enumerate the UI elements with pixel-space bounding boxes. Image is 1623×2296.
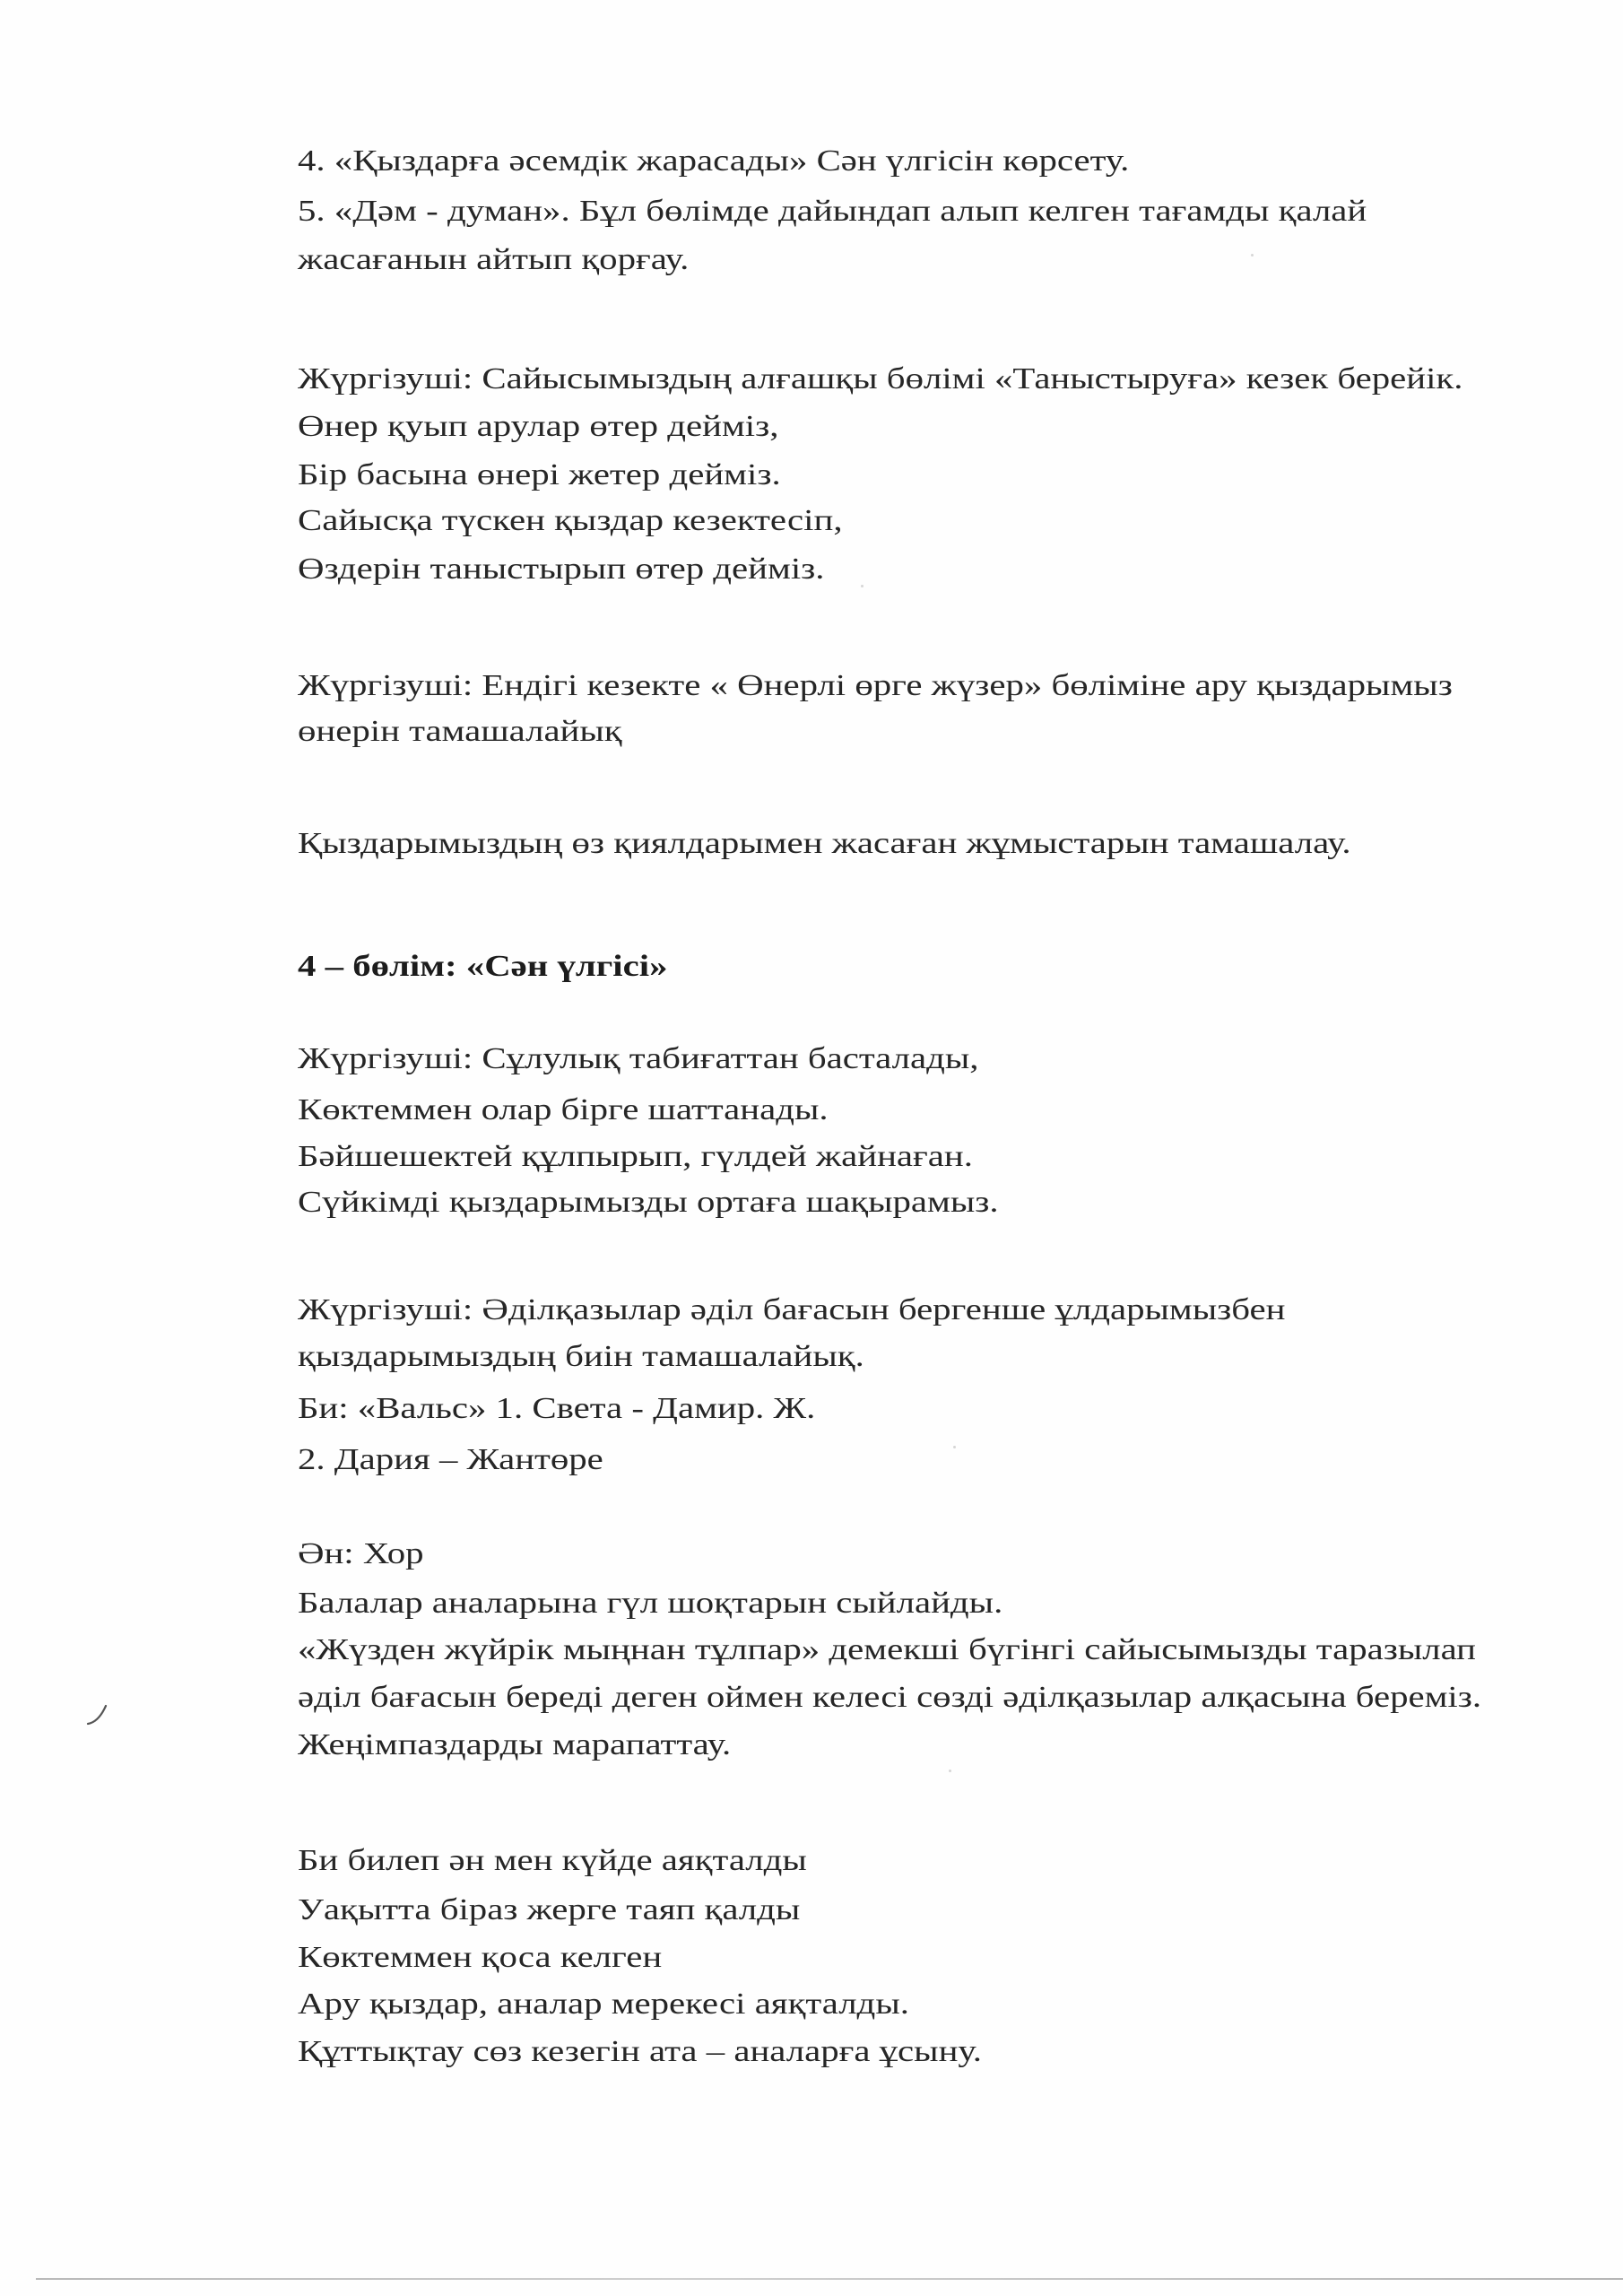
judges-word-line: әділ бағасын береді деген оймен келесі сөзді әділқазылар алқасына береміз. — [298, 1681, 1482, 1714]
scan-speck — [953, 1446, 956, 1448]
pen-stroke-mark — [86, 1702, 109, 1727]
section-heading: 4 – бөлім: «Сән үлгісі» — [298, 950, 668, 983]
host-line-beauty: Жүргізуші: Сұлулық табиғаттан басталады, — [298, 1042, 979, 1075]
host-line-judges: Жүргізуші: Әділқазылар әділ бағасын бергенше ұлдарымызбен — [298, 1293, 1286, 1326]
list-item-food-section: 5. «Дәм - думан». Бұл бөлімде дайындап алып келген тағамды қалай — [298, 195, 1367, 228]
poem-line: Сүйкімді қыздарымызды ортаға шақырамыз. — [298, 1186, 999, 1219]
proverb-line: «Жүзден жүйрік мыңнан тұлпар» демекші бүгінгі сайысымызды таразылап — [298, 1633, 1477, 1666]
paragraph-handmade-works: Қыздарымыздың өз қиялдарымен жасаған жұмыстарын тамашалау. — [298, 827, 1351, 860]
scan-edge-line — [36, 2278, 1623, 2280]
closing-poem-line: Құттықтау сөз кезегін ата – аналарға ұсыну. — [298, 2035, 982, 2068]
closing-poem-line: Би билеп ән мен күйде аяқталды — [298, 1844, 807, 1877]
poem-line: Бәйшешектей құлпырып, гүлдей жайнаған. — [298, 1140, 973, 1173]
dance-waltz-line: Би: «Вальс» 1. Света - Дамир. Ж. — [298, 1392, 816, 1425]
flowers-line: Балалар аналарына гүл шоқтарын сыйлайды. — [298, 1587, 1003, 1620]
scan-speck — [1251, 254, 1254, 257]
list-item-food-section-cont: жасағанын айтып қорғау. — [298, 243, 690, 276]
poem-line: Өнер қуып арулар өтер дейміз, — [298, 410, 779, 443]
closing-poem-line: Көктеммен қоса келген — [298, 1941, 663, 1974]
host-line-talent-cont: өнерін тамашалайық — [298, 715, 622, 748]
list-item-fashion-show: 4. «Қыздарға әсемдік жарасады» Сән үлгісін көрсету. — [298, 144, 1130, 178]
scan-speck — [949, 1770, 951, 1772]
poem-line: Сайысқа түскен қыздар кезектесіп, — [298, 504, 843, 537]
poem-line: Өздерін таныстырып өтер дейміз. — [298, 552, 825, 586]
host-line-talent: Жүргізуші: Ендігі кезекте « Өнерлі өрге жүзер» бөліміне ару қыздарымыз — [298, 669, 1453, 702]
scan-speck — [861, 585, 864, 587]
closing-poem-line: Уақытта біраз жерге таяп қалды — [298, 1893, 801, 1926]
awards-line: Жеңімпаздарды марапаттау. — [298, 1728, 732, 1761]
host-line-judges-cont: қыздарымыздың биін тамашалайық. — [298, 1340, 864, 1373]
dance-pair-line: 2. Дария – Жантөре — [298, 1443, 603, 1476]
closing-poem-line: Ару қыздар, аналар мерекесі аяқталды. — [298, 1987, 909, 2021]
song-choir-line: Ән: Хор — [298, 1537, 424, 1570]
poem-line: Бір басына өнері жетер дейміз. — [298, 458, 781, 491]
host-line-introduction: Жүргізуші: Сайысымыздың алғашқы бөлімі «Таныстыруға» кезек берейік. — [298, 362, 1463, 396]
poem-line: Көктеммен олар бірге шаттанады. — [298, 1093, 829, 1126]
